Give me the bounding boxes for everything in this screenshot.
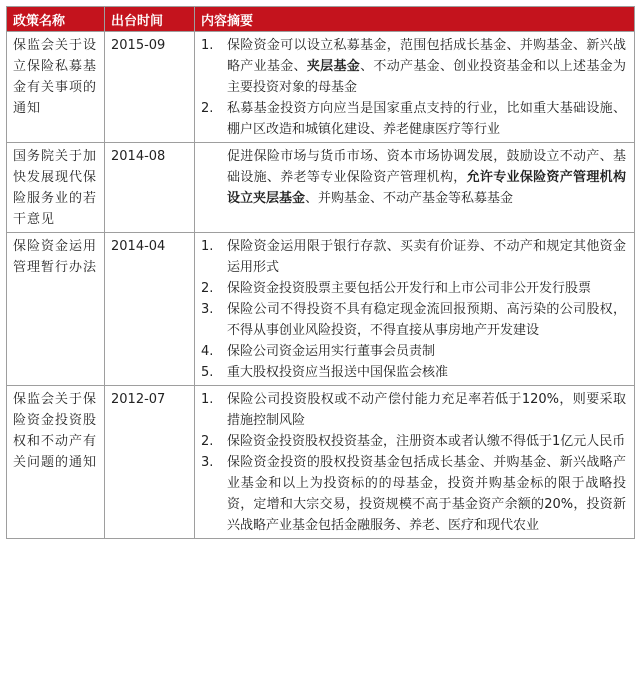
content-summary-cell [195,233,635,386]
list-item [201,236,626,278]
item-number: 2. [201,281,214,296]
summary-list [201,389,626,536]
list-item [201,35,626,98]
list-item [201,362,626,383]
list-item [201,452,626,536]
list-item [201,389,626,431]
list-item [201,431,626,452]
item-text-part: 保险资金可以设立私募基金，范围包括成长基金、并购基金、新兴战略产业基金、 [227,38,626,74]
policy-name-cell: 国务院关于加快发展现代保险服务业的若干意见 [7,143,105,233]
item-number: 4. [201,344,214,359]
list-item [201,299,626,341]
item-text: 保险资金投资股权投资基金，注册资本或者认缴不得低于1亿元人民币 [227,434,626,449]
item-text: 私募基金投资方向应当是国家重点支持的行业，比如重大基础设施、棚户区改造和城镇化建设、养老健康医疗等行业 [227,101,626,137]
issue-date-cell: 2015-09 [105,32,195,143]
summary-paragraph [201,146,626,209]
item-text: 保险资金运用限于银行存款、买卖有价证券、不动产和规定其他资金运用形式 [227,239,626,275]
issue-date-cell: 2014-04 [105,233,195,386]
item-text: 保险公司资金运用实行董事会员责制 [227,344,436,359]
item-number: 1. [201,239,214,254]
item-text: 保险公司不得投资不具有稳定现金流回报预期、高污染的公司股权，不得从事创业风险投资，不得直接从事房地产开发建设 [227,302,626,338]
item-text-part: 促进保险市场与货币市场、资本市场协调发展，鼓励设立不动产、基础设施、养老等专业保险资产管理机构， [227,149,626,185]
policy-name-cell: 保监会关于保险资金投资股权和不动产有关问题的通知 [7,386,105,539]
policy-table [6,6,635,539]
header-policy-name: 政策名称 [7,7,105,32]
issue-date-cell: 2012-07 [105,386,195,539]
summary-list [201,35,626,140]
table-row [7,143,635,233]
item-number: 5. [201,365,214,380]
policy-name-cell: 保险资金运用管理暂行办法 [7,233,105,386]
policy-name-cell: 保监会关于设立保险私募基金有关事项的通知 [7,32,105,143]
table-row [7,32,635,143]
item-text-part: 、并购基金、不动产基金等私募基金 [305,191,514,206]
table-row [7,233,635,386]
list-item [201,98,626,140]
item-number: 3. [201,302,214,317]
item-text-part: 、不动产基金、创业投资基金和以上述基金为主要投资对象的母基金 [227,59,626,95]
list-item [201,341,626,362]
table-row [7,386,635,539]
list-item [201,278,626,299]
item-text [227,35,626,98]
item-text-emphasis: 允许专业保险资产管理机构设立夹层基金 [227,170,626,206]
item-text: 保险资金投资的股权投资基金包括成长基金、并购基金、新兴战略产业基金和以上为投资标的的母基金，投资并购基金标的限于战略投资，定增和大宗交易，投资规模不高于基金资产余额的20%，投资新兴战略产业基金包括金融服务、养老、医疗和现代农业 [227,455,626,533]
item-text-emphasis: 夹层基金 [306,59,361,74]
item-text: 保险公司投资股权或不动产偿付能力充足率若低于120%，则要采取措施控制风险 [227,392,626,428]
issue-date-cell: 2014-08 [105,143,195,233]
item-text: 重大股权投资应当报送中国保监会核准 [227,365,449,380]
header-content-summary: 内容摘要 [195,7,635,32]
content-summary-cell [195,32,635,143]
table-header-row [7,7,635,32]
item-number: 1. [201,392,214,407]
item-number: 2. [201,101,214,116]
item-number: 2. [201,434,214,449]
content-summary-cell [195,143,635,233]
item-number: 3. [201,455,214,470]
summary-list [201,236,626,383]
header-issue-date: 出台时间 [105,7,195,32]
item-text: 保险资金投资股票主要包括公开发行和上市公司非公开发行股票 [227,281,592,296]
content-summary-cell [195,386,635,539]
item-number: 1. [201,38,214,53]
